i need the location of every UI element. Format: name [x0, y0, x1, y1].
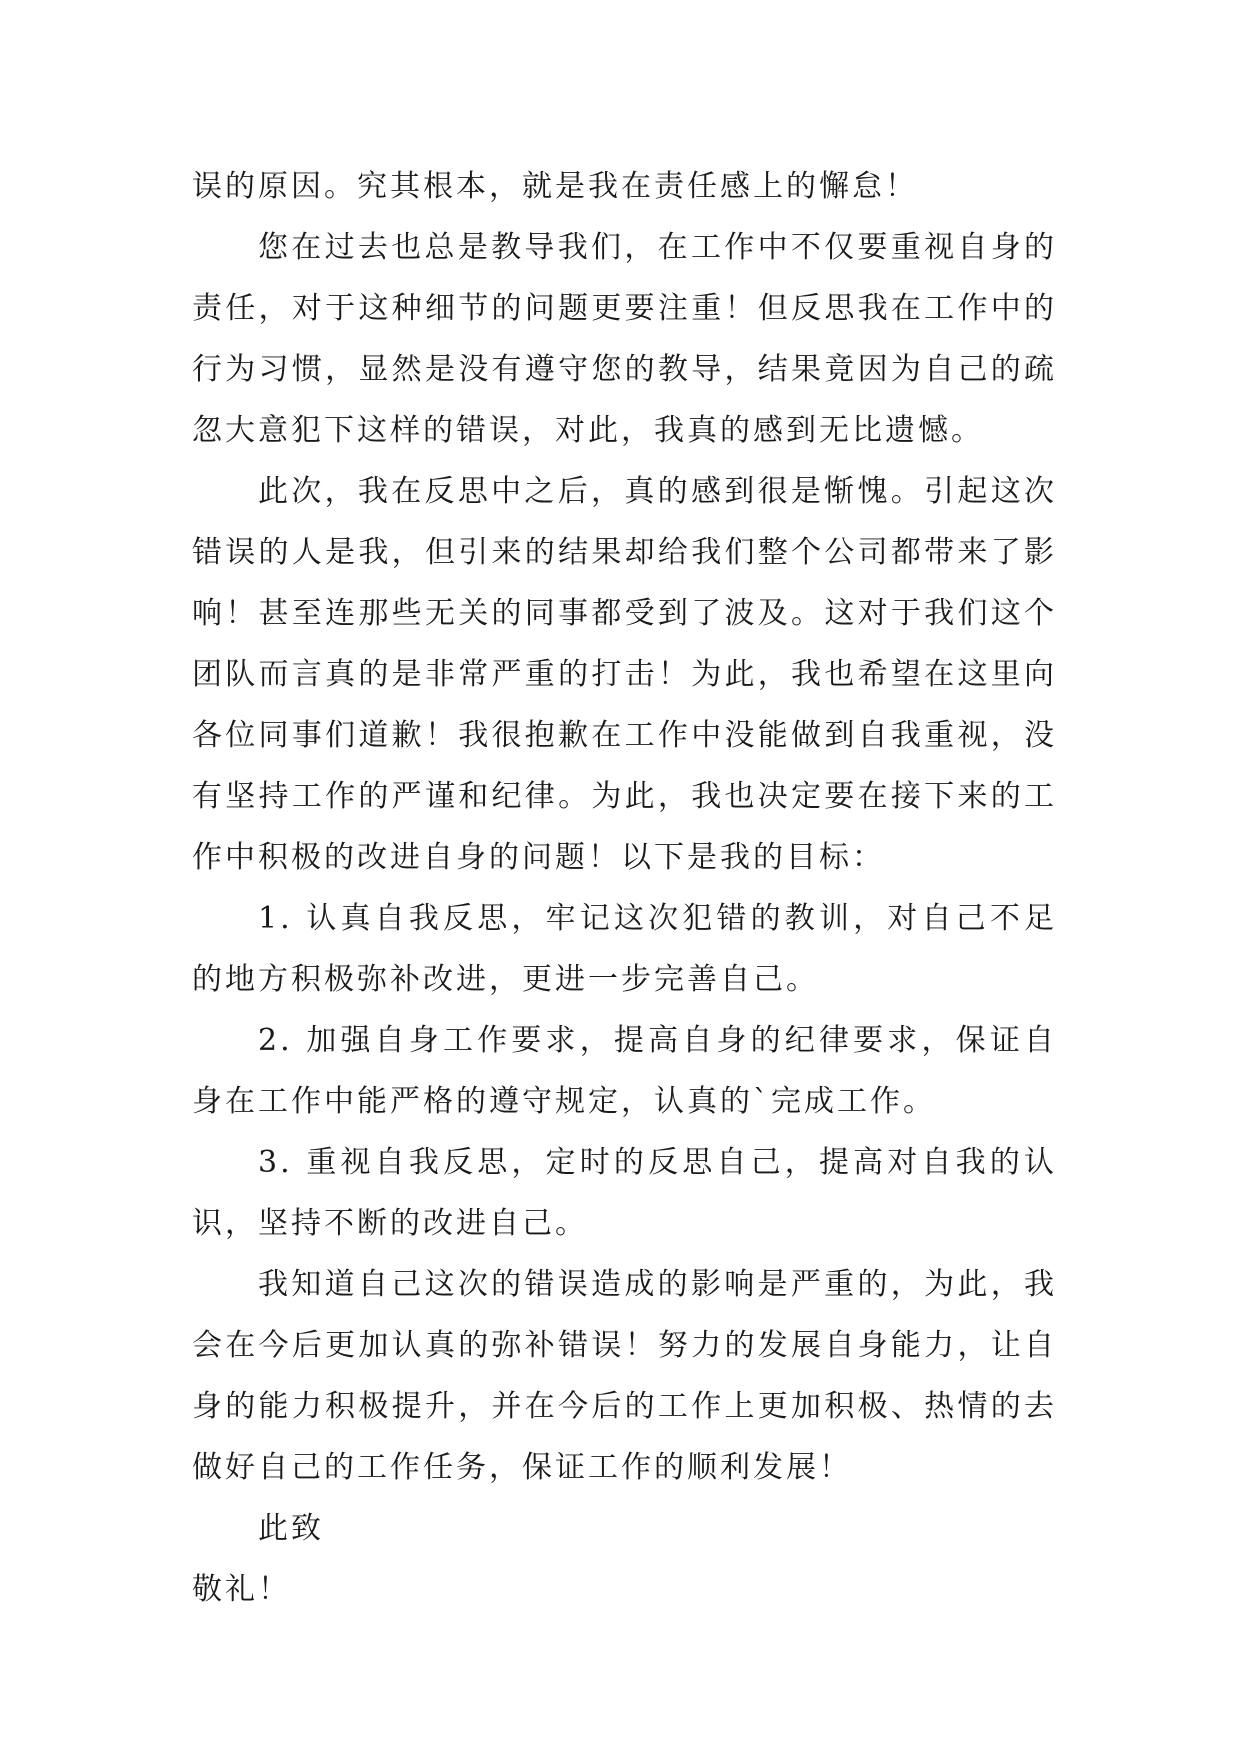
closing-salutation: 此致 [258, 1511, 324, 1546]
goal-item-2: 2. 加强自身工作要求，提高自身的纪律要求，保证自身在工作中能严格的遵守规定，认真的`完成工作。 [192, 1023, 1057, 1119]
letter-body [192, 156, 1057, 1620]
paragraph-reflection: 此次，我在反思中之后，真的感到很是惭愧。引起这次错误的人是我，但引来的结果却给我们整个公司都带来了影响！甚至连那些无关的同事都受到了波及。这对于我们这个团队而言真的是非常严重的打击！为此，我也希望在这里向各位同事们道歉！我很抱歉在工作中没能做到自我重视，没有坚持工作的严谨和纪律。为此，我也决定要在接下来的工作中积极的改进自身的问题！以下是我的目标： [192, 474, 1057, 875]
paragraph-guidance: 您在过去也总是教导我们，在工作中不仅要重视自身的责任，对于这种细节的问题更要注重！但反思我在工作中的行为习惯，显然是没有遵守您的教导，结果竟因为自己的疏忽大意犯下这样的错误，对此，我真的感到无比遗憾。 [192, 230, 1057, 448]
paragraph-commitment: 我知道自己这次的错误造成的影响是严重的，为此，我会在今后更加认真的弥补错误！努力的发展自身能力，让自身的能力积极提升，并在今后的工作上更加积极、热情的去做好自己的工作任务，保证工作的顺利发展！ [192, 1267, 1057, 1485]
goal-item-3: 3. 重视自我反思，定时的反思自己，提高对自我的认识，坚持不断的改进自己。 [192, 1145, 1057, 1241]
paragraph-continuation: 误的原因。究其根本，就是我在责任感上的懈怠！ [192, 169, 918, 204]
closing-regards: 敬礼！ [192, 1572, 291, 1607]
goal-item-1: 1. 认真自我反思，牢记这次犯错的教训，对自己不足的地方积极弥补改进，更进一步完善自己。 [192, 901, 1057, 997]
